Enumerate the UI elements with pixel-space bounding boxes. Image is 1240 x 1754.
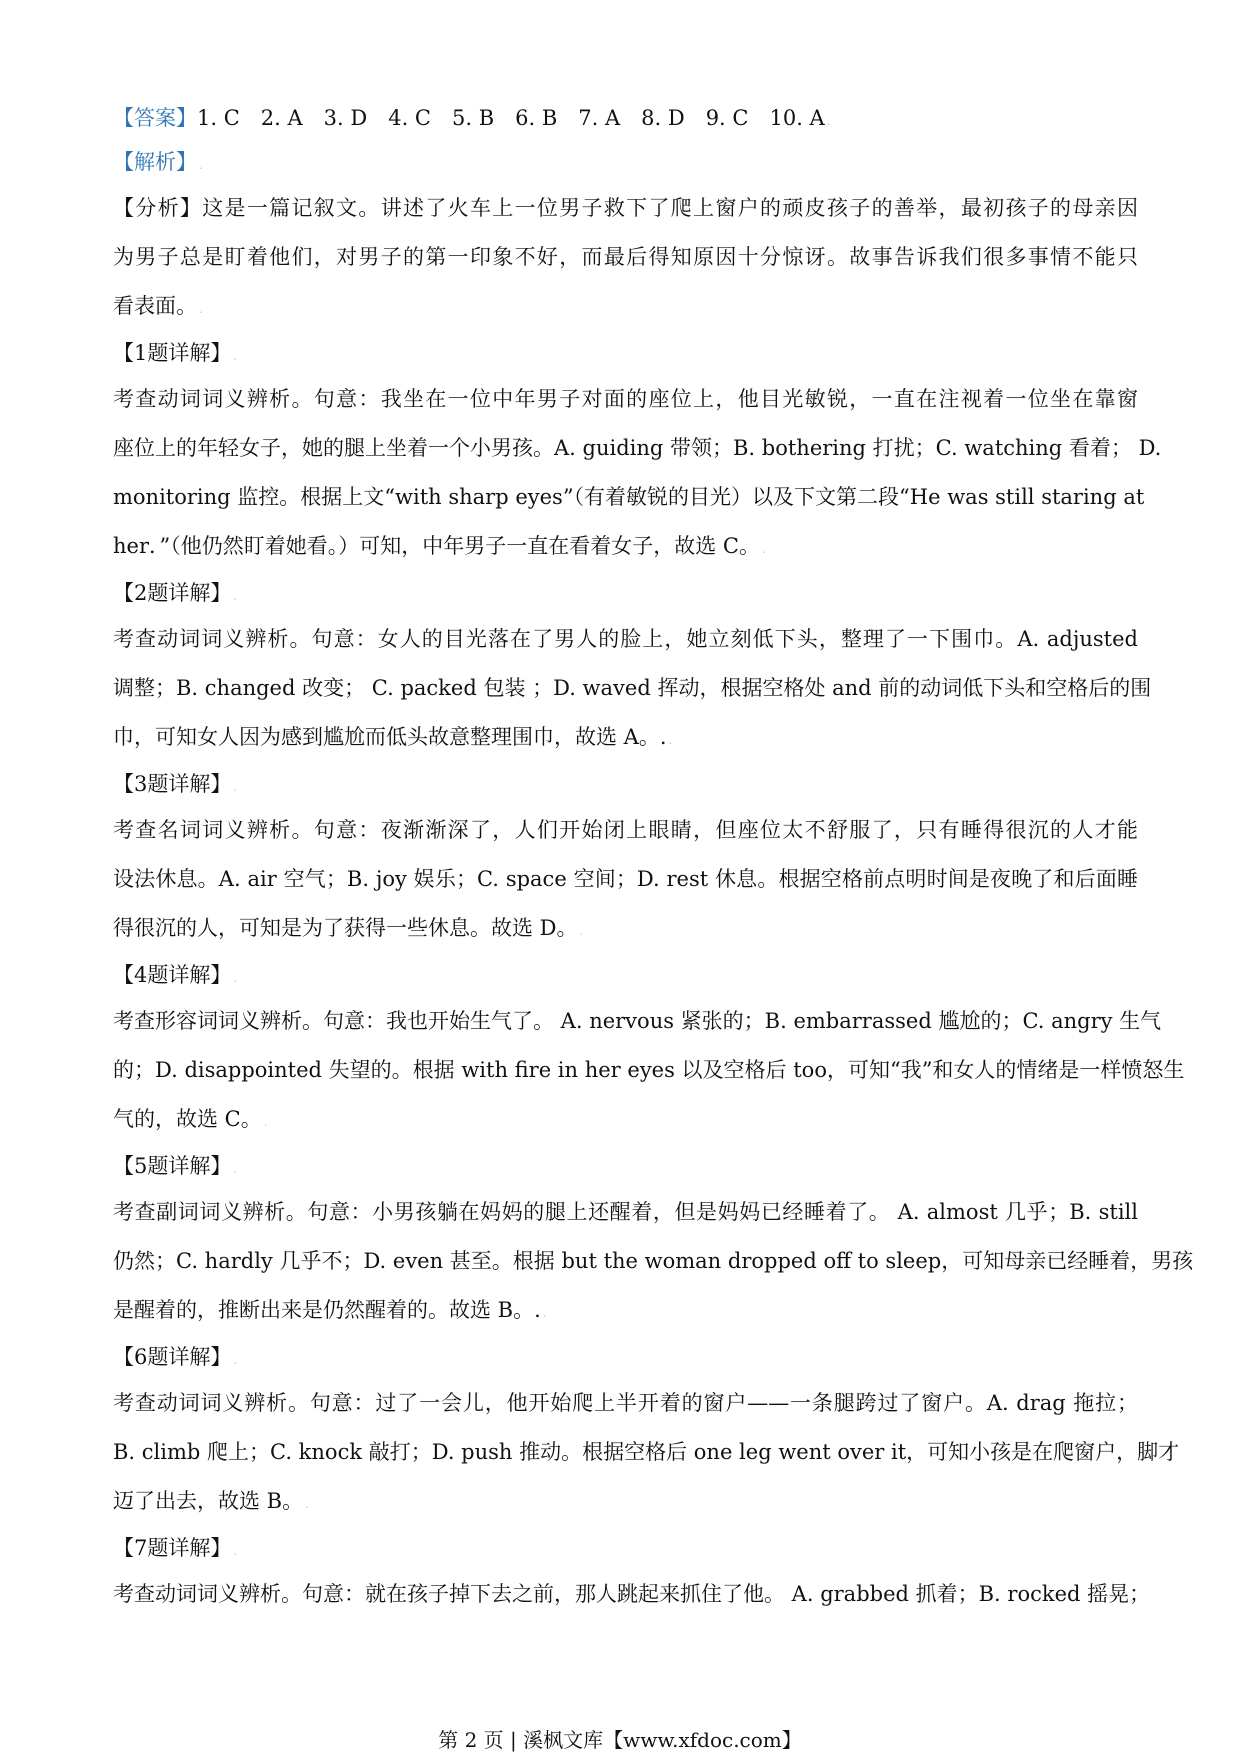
paragraph-mark: . xyxy=(305,1497,309,1511)
page-content xyxy=(113,96,1194,1619)
text-line xyxy=(113,1286,1138,1335)
answer-label: 【答案】 xyxy=(113,106,197,130)
text-line xyxy=(113,184,1138,233)
section-heading xyxy=(113,1144,1138,1188)
section-heading xyxy=(113,762,1138,806)
line-text: 迈了出去，故选 B。 xyxy=(113,1489,304,1513)
text-line xyxy=(113,904,1138,953)
paragraph-mark: . xyxy=(233,1162,238,1176)
text-line xyxy=(113,1379,1138,1428)
line-text: 考查动词词义辨析。句意：我坐在一位中年男子对面的座位上，他目光敏锐，一直在注视着一位坐在靠窗 xyxy=(113,387,1138,411)
line-text: 巾，可知女人因为感到尴尬而低头故意整理围巾，故选 A。. xyxy=(113,725,667,749)
line-text: 【5题详解】 xyxy=(113,1154,232,1178)
paragraph-mark: . xyxy=(542,1306,547,1320)
text-line xyxy=(113,1237,1194,1286)
text-line xyxy=(113,522,1138,571)
text-line xyxy=(113,997,1162,1046)
section-heading xyxy=(113,571,1138,615)
text-line xyxy=(113,664,1152,713)
line-text: 【3题详解】 xyxy=(113,772,232,796)
line-text: 为男子总是盯着他们，对男子的第一印象不好，而最后得知原因十分惊讶。故事告诉我们很多事情不能只 xyxy=(113,245,1138,269)
text-line xyxy=(113,473,1145,522)
section-heading xyxy=(113,1335,1138,1379)
line-text: her．”（他仍然盯着她看。）可知，中年男子一直在看着女子，故选 C。 xyxy=(113,534,760,558)
paragraph-mark: . xyxy=(233,1544,238,1558)
section-heading xyxy=(113,953,1138,997)
paragraph-mark: . xyxy=(199,302,203,316)
paragraph-mark: . xyxy=(579,924,584,938)
line-text: 考查动词词义辨析。句意：女人的目光落在了男人的脸上，她立刻低下头，整理了一下围巾。A. adjusted xyxy=(113,627,1138,651)
line-text: 考查副词词义辨析。句意：小男孩躺在妈妈的腿上还醒着，但是妈妈已经睡着了。 A. almost 几乎；B. still xyxy=(113,1200,1138,1224)
line-text: 【1题详解】 xyxy=(113,341,232,365)
text-line xyxy=(113,1188,1138,1237)
line-text: 调整；B. changed 改变； C. packed 包装 ；D. waved 挥动，根据空格处 and 前的动词低下头和空格后的围 xyxy=(113,676,1152,700)
line-text: 是醒着的，推断出来是仍然醒着的。故选 B。. xyxy=(113,1298,541,1322)
answer-text: 1. C 2. A 3. D 4. C 5. B 6. B 7. A 8. D 9. C 10. A xyxy=(197,106,825,130)
line-text: 【7题详解】 xyxy=(113,1536,232,1560)
paragraph-mark: . xyxy=(233,349,238,363)
text-line xyxy=(113,615,1138,664)
page-footer: 第 2 页 | 溪枫文库【www.xfdoc.com】 xyxy=(438,1728,802,1752)
text-line xyxy=(113,855,1138,904)
text-line xyxy=(113,1477,1138,1526)
line-text: 【2题详解】 xyxy=(113,581,232,605)
body-text xyxy=(113,184,1194,1619)
line-text: 考查动词词义辨析。句意：就在孩子掉下去之前，那人跳起来抓住了他。 A. grabbed 抓着；B. rocked 摇晃； xyxy=(113,1582,1151,1606)
line-text: 气的，故选 C。 xyxy=(113,1107,262,1131)
line-text: 仍然；C. hardly 几乎不；D. even 甚至。根据 but the woman dropped off to sleep，可知母亲已经睡着，男孩 xyxy=(113,1249,1194,1273)
line-text: 【4题详解】 xyxy=(113,963,232,987)
analysis-line xyxy=(113,140,1138,184)
text-line xyxy=(113,282,1138,331)
line-text: 的；D. disappointed 失望的。根据 with fire in her eyes 以及空格后 too，可知“我”和女人的情绪是一样愤怒生 xyxy=(113,1058,1185,1082)
text-line xyxy=(113,1428,1180,1477)
line-text: 考查动词词义辨析。句意：过了一会儿，他开始爬上半开着的窗户——一条腿跨过了窗户。A. drag 拖拉； xyxy=(113,1391,1138,1415)
line-text: 考查形容词词义辨析。句意：我也开始生气了。 A. nervous 紧张的；B. embarrassed 尴尬的；C. angry 生气 xyxy=(113,1009,1162,1033)
line-text: 得很沉的人，可知是为了获得一些休息。故选 D。 xyxy=(113,916,578,940)
text-line xyxy=(113,424,1162,473)
line-text: 设法休息。A. air 空气；B. joy 娱乐；C. space 空间；D. rest 休息。根据空格前点明时间是夜晚了和后面睡 xyxy=(113,867,1138,891)
analysis-label: 【解析】 xyxy=(113,150,197,174)
text-line xyxy=(113,713,1138,762)
text-line xyxy=(113,1046,1185,1095)
line-text: 看表面。 xyxy=(113,294,197,318)
answer-line xyxy=(113,96,1138,140)
line-text: B. climb 爬上；C. knock 敲打；D. push 推动。根据空格后 one leg went over it，可知小孩是在爬窗户，脚才 xyxy=(113,1440,1180,1464)
paragraph-mark: . xyxy=(233,589,238,603)
section-heading xyxy=(113,331,1138,375)
line-text: 【6题详解】 xyxy=(113,1345,232,1369)
line-text: monitoring 监控。根据上文“with sharp eyes”（有着敏锐的目光）以及下文第二段“He was still staring at xyxy=(113,485,1145,509)
text-line xyxy=(113,1095,1138,1144)
line-text: 【分析】这是一篇记叙文。讲述了火车上一位男子救下了爬上窗户的顽皮孩子的善举，最初孩子的母亲因 xyxy=(113,196,1138,220)
text-line xyxy=(113,233,1138,282)
text-line xyxy=(113,1570,1151,1619)
paragraph-mark: . xyxy=(761,542,766,556)
paragraph-mark: . xyxy=(668,733,673,747)
paragraph-mark: . xyxy=(233,971,238,985)
section-heading xyxy=(113,1526,1138,1570)
paragraph-mark: . xyxy=(263,1115,268,1129)
text-line xyxy=(113,375,1138,424)
paragraph-mark: . xyxy=(199,158,203,172)
paragraph-mark: . xyxy=(826,114,831,128)
line-text: 座位上的年轻女子，她的腿上坐着一个小男孩。A. guiding 带领；B. bothering 打扰；C. watching 看着； D. xyxy=(113,436,1162,460)
line-text: 考查名词词义辨析。句意：夜渐渐深了，人们开始闭上眼睛，但座位太不舒服了，只有睡得很沉的人才能 xyxy=(113,818,1138,842)
text-line xyxy=(113,806,1138,855)
paragraph-mark: . xyxy=(233,780,238,794)
paragraph-mark: . xyxy=(233,1353,238,1367)
